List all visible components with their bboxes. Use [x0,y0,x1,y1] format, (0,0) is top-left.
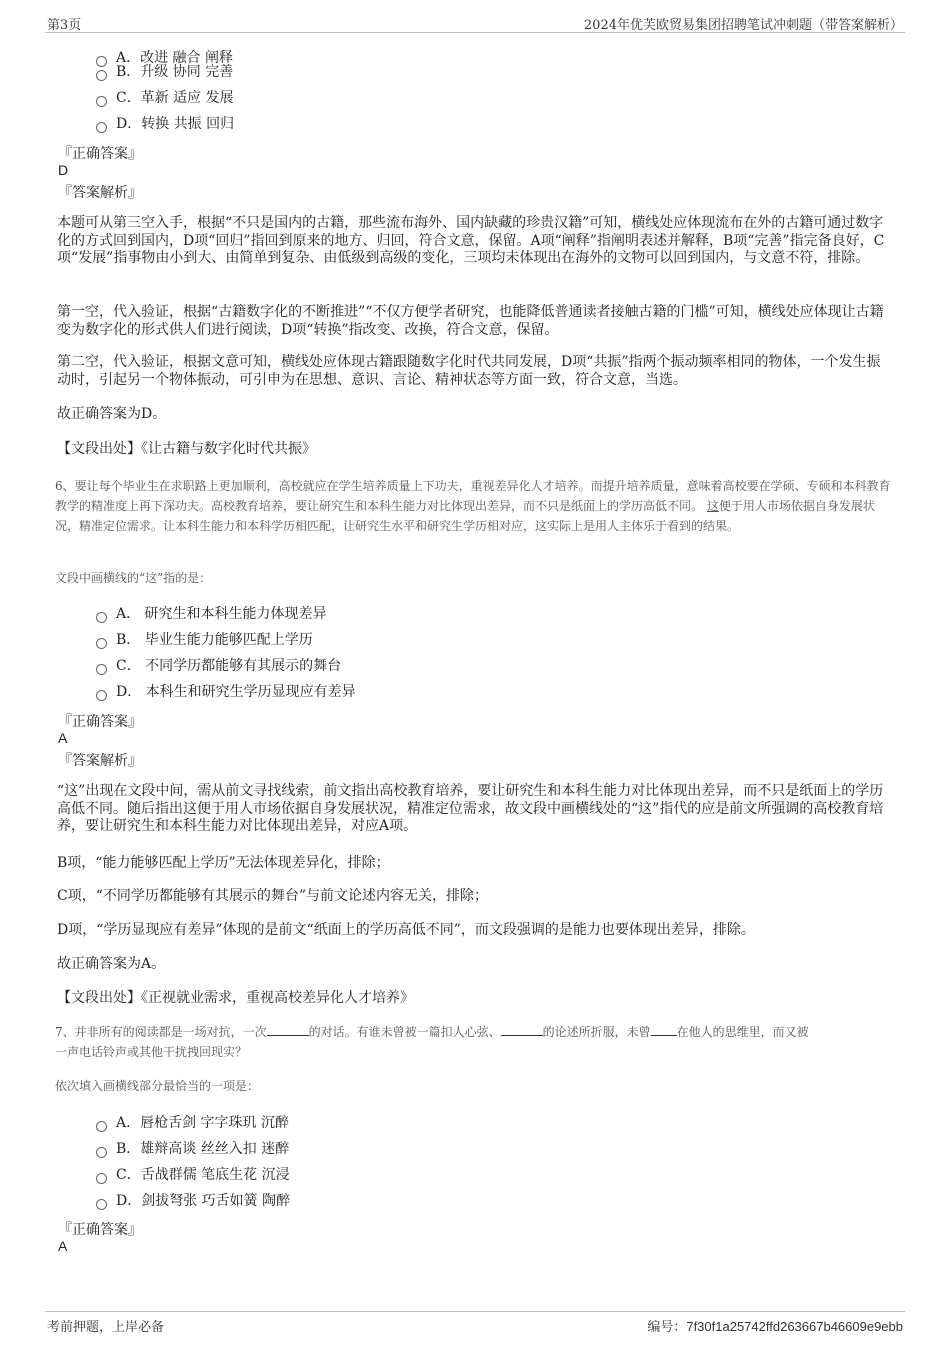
radio-icon[interactable] [96,96,107,107]
q7-prompt: 依次填入画横线部分最恰当的一项是： [55,1079,260,1093]
q6-source: 【文段出处】《正视就业需求，重视高校差异化人才培养》 [57,990,414,1006]
q7-option-b[interactable]: B．雄辩高谈 丝丝入扣 迷醉 [96,1139,289,1159]
radio-icon[interactable] [96,70,107,81]
q7-option-c[interactable]: C．舌战群儒 笔底生花 沉浸 [96,1165,290,1185]
q6-answer: A [58,730,68,746]
page-header [45,12,905,33]
q5-analysis-p1: 本题可从第三空入手，根据“不只是国内的古籍，那些流布海外、国内缺藏的珍贵汉籍”可知，横线处应体现流布在外的古籍可通过数字化的方式回到国内，D项“回归”指回到原来的地方、归回，符合文意，保留。A项“阐释”指阐明表述并解释，B项“完善”指完备良好，C项“发展”指事物由小到大、由简单到复杂、由低级到高级的变化，三项均未体现出在海外的文物可以回到国内，与文意不符，排除。 [57,215,885,266]
q5-analysis-p4: 故正确答案为D。 [57,406,167,422]
q6-analysis-p4: D项，“学历显现应有差异”体现的是前文“纸面上的学历高低不同”，而文段强调的是能力也要体现出差异，排除。 [57,922,755,938]
q6-option-c[interactable]: C． 不同学历都能够有其展示的舞台 [96,656,341,676]
q5-source: 【文段出处】《让古籍与数字化时代共振》 [57,441,316,457]
document-code: 编号：7f30f1a25742ffd263667b46609e9ebb [647,1319,903,1334]
q7-option-d[interactable]: D．剑拔弩张 巧舌如簧 陶醉 [96,1191,290,1211]
q6-underlined-word: 这 [706,499,719,513]
q6-analysis-p3: C项，“不同学历都能够有其展示的舞台”与前文论述内容无关，排除； [57,888,489,904]
q6-analysis-p1: “这”出现在文段中间，需从前文寻找线索，前文指出高校教育培养，要让研究生和本科生能力对比体现出差异，而不只是纸面上的学历高低不同。随后指出这便于用人市场依据自身发展状况，精准定位需求，故文段中画横线处的“这”指代的应是前文所强调的高校教育培养，要让研究生和本科生能力对比体现出差异，对应A项。 [57,783,884,834]
q7-blank-2 [501,1022,543,1036]
q7-option-a[interactable]: A．唇枪舌剑 字字珠玑 沉醉 [96,1113,289,1133]
q5-analysis-p2: 第一空，代入验证，根据“古籍数字化的不断推进”“不仅方便学者研究，也能降低普通读者接触古籍的门槛”可知，横线处应体现让古籍变为数字化的形式供人们进行阅读，D项“转换”指改变、改换，符合文意，保留。 [57,304,884,338]
q5-answer: D [58,162,69,178]
q5-option-b[interactable]: B．升级 协同 完善 [96,62,233,82]
q7-blank-1 [267,1022,309,1036]
q6-stem: 6、要让每个毕业生在求职路上更加顺利，高校就应在学生培养质量上下功夫，重视差异化人才培养。而提升培养质量，意味着高校要在学硕、专硕和本科教育教学的精准度上再下深功夫。高校教育培养，要让研究生和本科生能力对比体现出差异，而不只是纸面上的学历高低不同。 这便于用人市场依据自身发展状况，精准定位需求。让本科生能力和本科学历相匹配，让研究生水平和研究生学历相对应，这实际上是用人主体乐于看到的结果。 [55,479,891,533]
q7-stem: 7、并非所有的阅读都是一场对抗，一次 的对话。有谁未曾被一篇扣人心弦、 的论述所折服，未曾 在他人的思维里，而又被 一声电话铃声或其他干扰拽回现实？ [55,1022,895,1062]
q5-option-d[interactable]: D．转换 共振 回归 [96,114,234,134]
q6-analysis-p2: B项，“能力能够匹配上学历”无法体现差异化，排除； [57,855,390,871]
q5-option-c[interactable]: C．革新 适应 发展 [96,88,234,108]
q6-option-d[interactable]: D． 本科生和研究生学历显现应有差异 [96,682,356,702]
q5-option-a[interactable]: A．改进 融合 阐释 [96,48,233,68]
radio-icon[interactable] [96,1147,107,1158]
document-title: 2024年优芙欧贸易集团招聘笔试冲刺题（带答案解析） [583,18,903,33]
radio-icon[interactable] [96,612,107,623]
q6-option-b[interactable]: B． 毕业生能力能够匹配上学历 [96,630,313,650]
q5-analysis-label: 『答案解析』 [58,185,142,201]
q6-prompt: 文段中画横线的“这”指的是： [55,571,212,585]
q6-analysis-label: 『答案解析』 [58,753,142,769]
q7-answer: A [58,1238,68,1254]
q5-correct-label: 『正确答案』 [58,146,142,162]
radio-icon[interactable] [96,664,107,675]
q7-correct-label: 『正确答案』 [58,1222,142,1238]
radio-icon[interactable] [96,1173,107,1184]
q6-analysis-p5: 故正确答案为A。 [57,956,166,972]
q6-option-a[interactable]: A． 研究生和本科生能力体现差异 [96,604,327,624]
page-number: 第3页 [47,18,82,33]
q6-correct-label: 『正确答案』 [58,714,142,730]
page-footer [45,1311,905,1340]
q7-blank-3 [651,1022,677,1036]
radio-icon[interactable] [96,122,107,133]
radio-icon[interactable] [96,638,107,649]
radio-icon[interactable] [96,690,107,701]
footer-slogan: 考前押题，上岸必备 [47,1320,165,1335]
q5-analysis-p3: 第二空，代入验证，根据文意可知，横线处应体现古籍跟随数字化时代共同发展，D项“共振”指两个振动频率相同的物体，一个发生振动时，引起另一个物体振动，可引申为在思想、意识、言论、精神状态等方面一致，符合文意，当选。 [57,354,881,388]
radio-icon[interactable] [96,1121,107,1132]
radio-icon[interactable] [96,1199,107,1210]
